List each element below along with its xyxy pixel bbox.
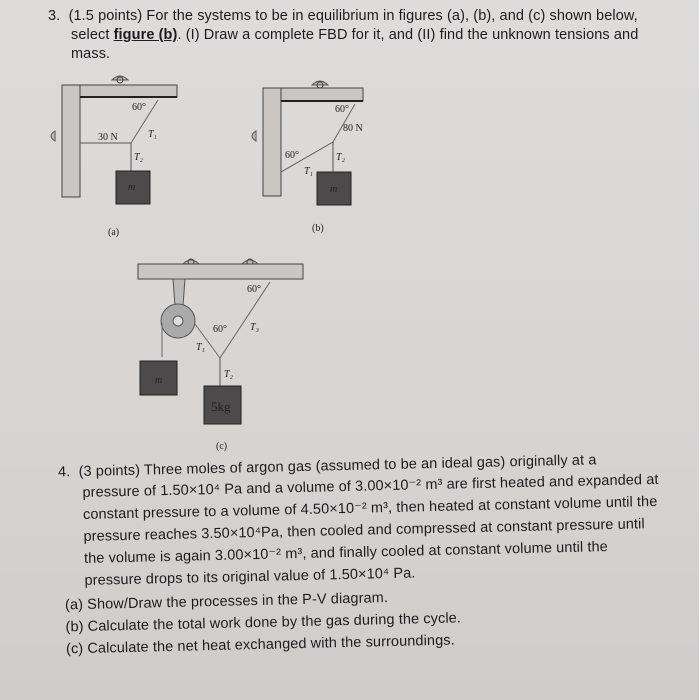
figure-c (138, 259, 303, 452)
fig-b-t2: T₂ (336, 152, 346, 163)
fig-c-caption: (c) (216, 441, 228, 452)
fig-a-t1: T₁ (148, 129, 158, 140)
fig-c-angle-mid: 60° (213, 324, 227, 335)
figure-a (51, 76, 177, 238)
fig-c-t3: T₃ (250, 322, 260, 333)
fig-c-t1: T₁ (196, 342, 206, 353)
fig-a-mass: m (128, 182, 136, 193)
fig-b-force: 80 N (343, 123, 363, 134)
q4-line: pressure of 1.50×10⁴ Pa and a volume of 3.00×10⁻² m³ are first heated and expanded at (82, 471, 659, 501)
fig-a-t2: T₂ (134, 152, 144, 163)
fig-b-angle-top: 60° (335, 104, 349, 115)
fig-c-mass-right: 5kg (211, 399, 231, 414)
q4-part-c: (c) Calculate the net heat exchanged with the surroundings. (65, 632, 455, 658)
fig-a-force: 30 N (98, 132, 118, 143)
fig-b-t1: T₁ (304, 166, 314, 177)
fig-c-t2: T₂ (224, 369, 234, 380)
fig-b-angle-side: 60° (285, 150, 299, 161)
q3-line3: mass. (71, 46, 111, 62)
q3-number: 3. (48, 8, 61, 24)
fig-a-angle: 60° (132, 102, 146, 113)
fig-b-caption: (b) (312, 223, 324, 234)
figure-b (252, 81, 363, 234)
fig-b-mass: m (330, 184, 338, 195)
fig-c-angle-top: 60° (247, 284, 261, 295)
fig-c-mass-left: m (155, 375, 163, 386)
q4-line: pressure reaches 3.50×10⁴Pa, then cooled and compressed at constant pressure until (83, 516, 645, 545)
q4-part-b: (b) Calculate the total work done by the gas during the cycle. (65, 610, 462, 636)
q4-part-a: (a) Show/Draw the processes in the P-V diagram. (64, 590, 389, 614)
q4-line: the volume is again 3.00×10⁻² m³, and finally cooled at constant volume until the (83, 539, 609, 567)
q4-line: pressure drops to its original value of 1.50×10⁴ Pa. (84, 565, 416, 589)
q3-line1: (1.5 points) For the systems to be in equilibrium in figures (a), (b), and (c) shown below, (68, 8, 638, 24)
selected-figure: figure (b) (113, 27, 178, 43)
q4-line: (3 points) Three moles of argon gas (assumed to be an ideal gas) originally at a (78, 452, 597, 481)
q3-line2: select figure (b). (I) Draw a complete FBD for it, and (II) find the unknown tensions and (71, 27, 639, 43)
q4-line: constant pressure to a volume of 4.50×10⁻² m³, then heated at constant volume until the (82, 493, 658, 523)
q4-number: 4. (57, 464, 71, 481)
fig-a-caption: (a) (108, 227, 120, 238)
